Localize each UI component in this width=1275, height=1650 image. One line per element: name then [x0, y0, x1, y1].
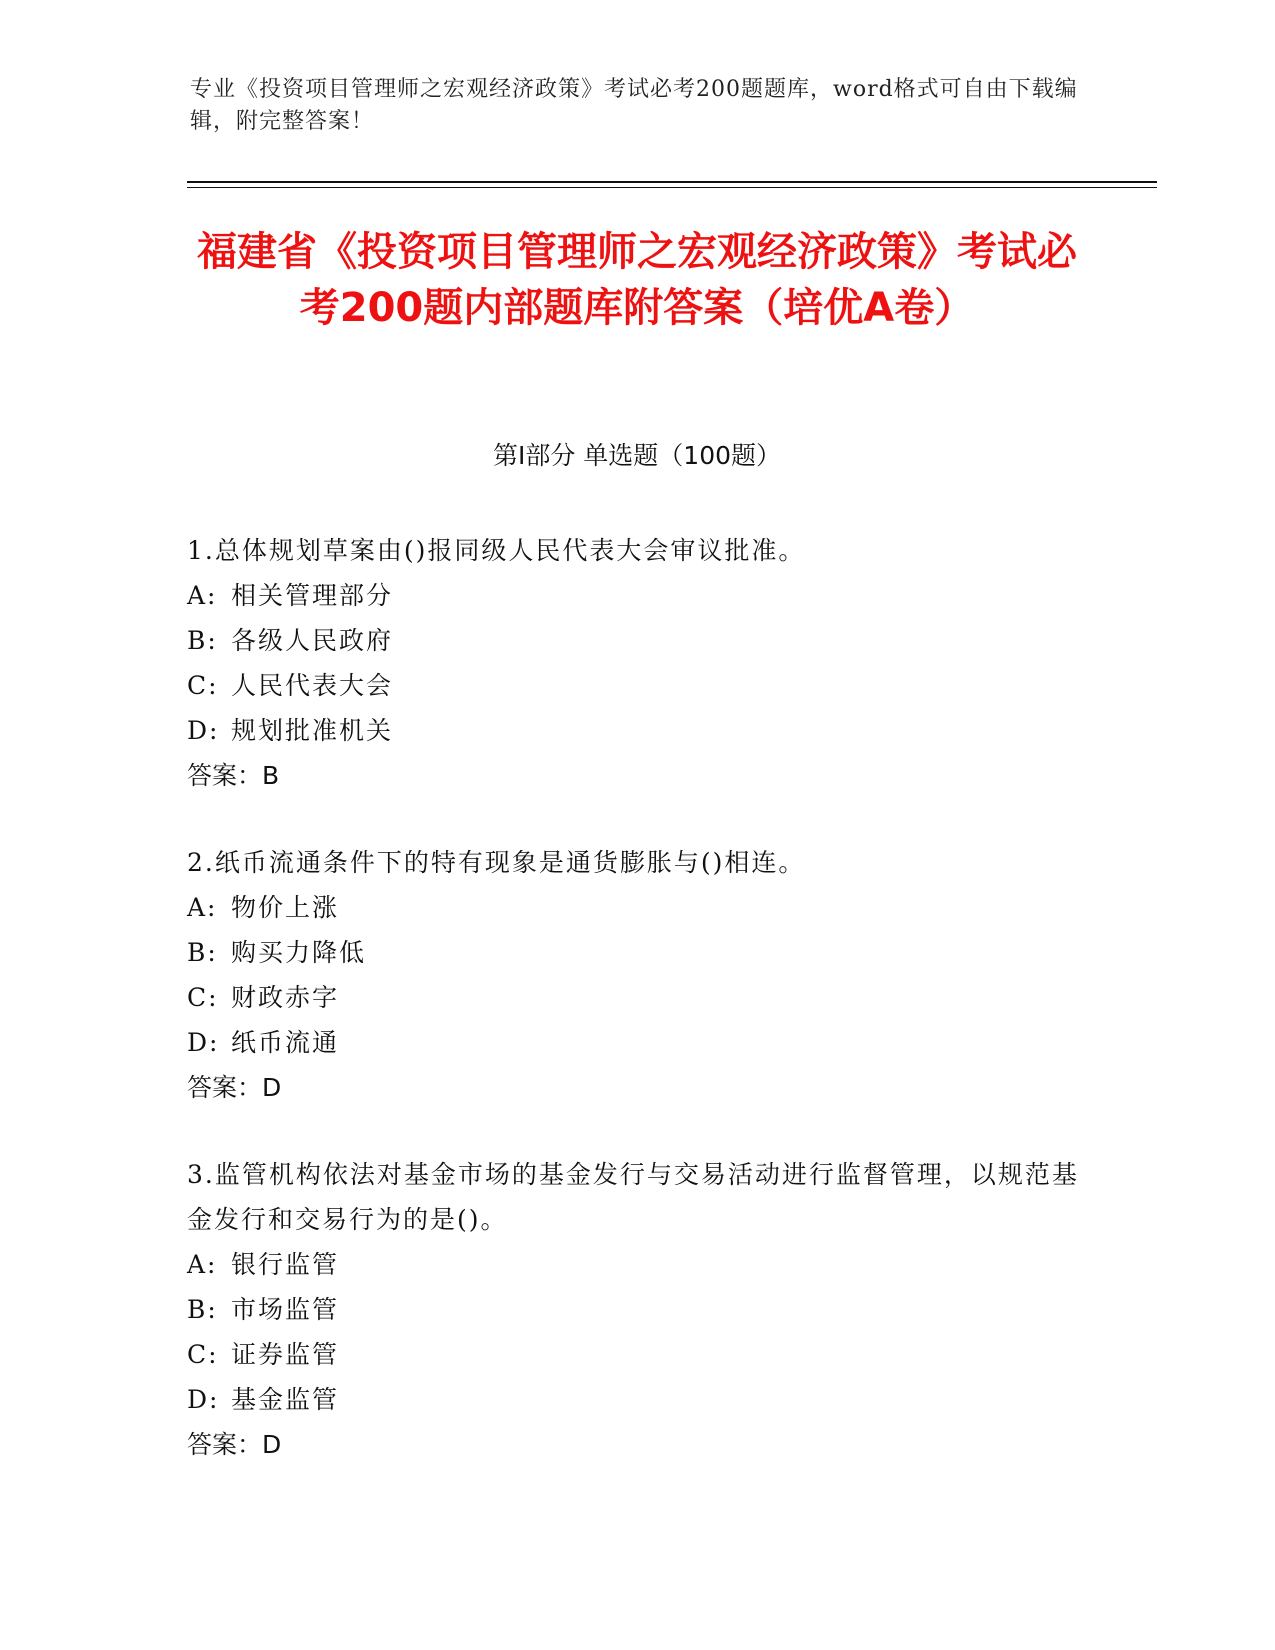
- option-letter: C:: [187, 671, 219, 700]
- option-b: [187, 1287, 1087, 1332]
- option-b: [187, 618, 1087, 663]
- question-stem: 3.监管机构依法对基金市场的基金发行与交易活动进行监督管理，以规范基金发行和交易行为的是()。: [187, 1160, 1079, 1234]
- option-a: [187, 1242, 1087, 1287]
- section-title: 第Ⅰ部分 单选题（100题）: [492, 441, 782, 470]
- option-b: [187, 930, 1087, 975]
- answer: 答案：D: [187, 1430, 282, 1459]
- option-letter: C:: [187, 983, 219, 1012]
- option-text: 银行监管: [231, 1250, 340, 1279]
- header-rule-thin: [187, 187, 1157, 188]
- option-letter: B:: [187, 938, 218, 967]
- option-text: 各级人民政府: [231, 626, 394, 655]
- option-c: [187, 975, 1087, 1020]
- question-3: [187, 1152, 1087, 1467]
- option-text: 规划批准机关: [231, 716, 394, 745]
- document-title: 福建省《投资项目管理师之宏观经济政策》考试必考200题内部题库附答案（培优A卷）: [197, 229, 1077, 331]
- option-letter: A:: [187, 581, 218, 610]
- option-d: [187, 708, 1087, 753]
- question-stem: 2.纸币流通条件下的特有现象是通货膨胀与()相连。: [187, 848, 806, 877]
- option-a: [187, 885, 1087, 930]
- header-rule: [187, 181, 1157, 183]
- question-stem: 1.总体规划草案由()报同级人民代表大会审议批准。: [187, 536, 806, 565]
- question-list: [187, 528, 1087, 1509]
- option-d: [187, 1377, 1087, 1422]
- header-note: 专业《投资项目管理师之宏观经济政策》考试必考200题题库，word格式可自由下载编辑，附完整答案！: [190, 77, 1078, 134]
- option-text: 证券监管: [231, 1340, 340, 1369]
- option-d: [187, 1020, 1087, 1065]
- option-text: 市场监管: [231, 1295, 340, 1324]
- option-text: 物价上涨: [231, 893, 340, 922]
- option-letter: D:: [187, 1385, 220, 1414]
- option-text: 纸币流通: [231, 1028, 340, 1057]
- option-text: 人民代表大会: [231, 671, 394, 700]
- answer: 答案：D: [187, 1073, 282, 1102]
- option-a: [187, 573, 1087, 618]
- answer: 答案：B: [187, 761, 280, 790]
- option-text: 基金监管: [231, 1385, 340, 1414]
- question-2: [187, 840, 1087, 1110]
- option-c: [187, 663, 1087, 708]
- question-1: [187, 528, 1087, 798]
- option-text: 相关管理部分: [231, 581, 394, 610]
- option-letter: A:: [187, 893, 218, 922]
- option-letter: A:: [187, 1250, 218, 1279]
- option-letter: B:: [187, 626, 218, 655]
- option-text: 购买力降低: [231, 938, 367, 967]
- option-letter: D:: [187, 716, 220, 745]
- option-letter: B:: [187, 1295, 218, 1324]
- option-letter: D:: [187, 1028, 220, 1057]
- option-c: [187, 1332, 1087, 1377]
- option-letter: C:: [187, 1340, 219, 1369]
- option-text: 财政赤字: [231, 983, 340, 1012]
